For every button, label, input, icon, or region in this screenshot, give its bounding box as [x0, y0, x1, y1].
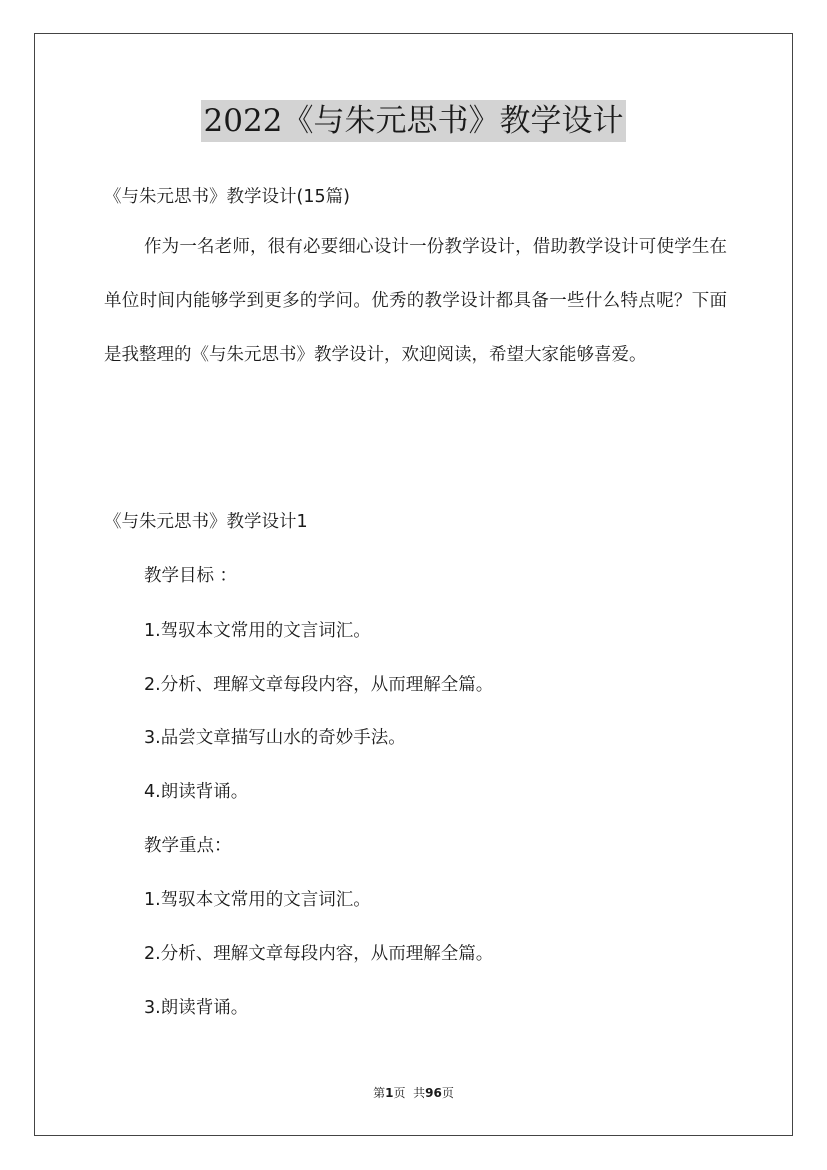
total-pages: 96 [425, 1086, 442, 1100]
document-title: 2022《与朱元思书》教学设计 [201, 100, 627, 142]
footer-suffix: 页 [441, 1086, 454, 1100]
goal-item: 4.朗读背诵。 [144, 782, 249, 802]
page-number: 1 [385, 1086, 394, 1100]
intro-paragraph: 作为一名老师，很有必要细心设计一份教学设计，借助教学设计可使学生在单位时间内能够学到更多的学问。优秀的教学设计都具备一些什么特点呢？下面是我整理的《与朱元思书》教学设计，欢迎阅读，希望大家能够喜爱。 [104, 237, 727, 365]
goal-item: 1.驾驭本文常用的文言词汇。 [144, 621, 371, 641]
section-heading: 《与朱元思书》教学设计1 [104, 512, 308, 532]
title-container [0, 100, 827, 142]
key-point-item: 1.驾驭本文常用的文言词汇。 [144, 890, 371, 910]
goal-item: 2.分析、理解文章每段内容，从而理解全篇。 [144, 675, 494, 695]
footer-prefix: 第 [373, 1086, 386, 1100]
key-points-label: 教学重点： [144, 836, 232, 856]
document-subtitle: 《与朱元思书》教学设计(15篇) [104, 187, 350, 207]
page-footer [0, 1084, 827, 1101]
footer-mid: 页 共 [393, 1086, 426, 1100]
key-point-item: 3.朗读背诵。 [144, 998, 249, 1018]
goal-item: 3.品尝文章描写山水的奇妙手法。 [144, 728, 406, 748]
goals-label: 教学目标 ： [144, 566, 238, 586]
key-point-item: 2.分析、理解文章每段内容，从而理解全篇。 [144, 944, 494, 964]
